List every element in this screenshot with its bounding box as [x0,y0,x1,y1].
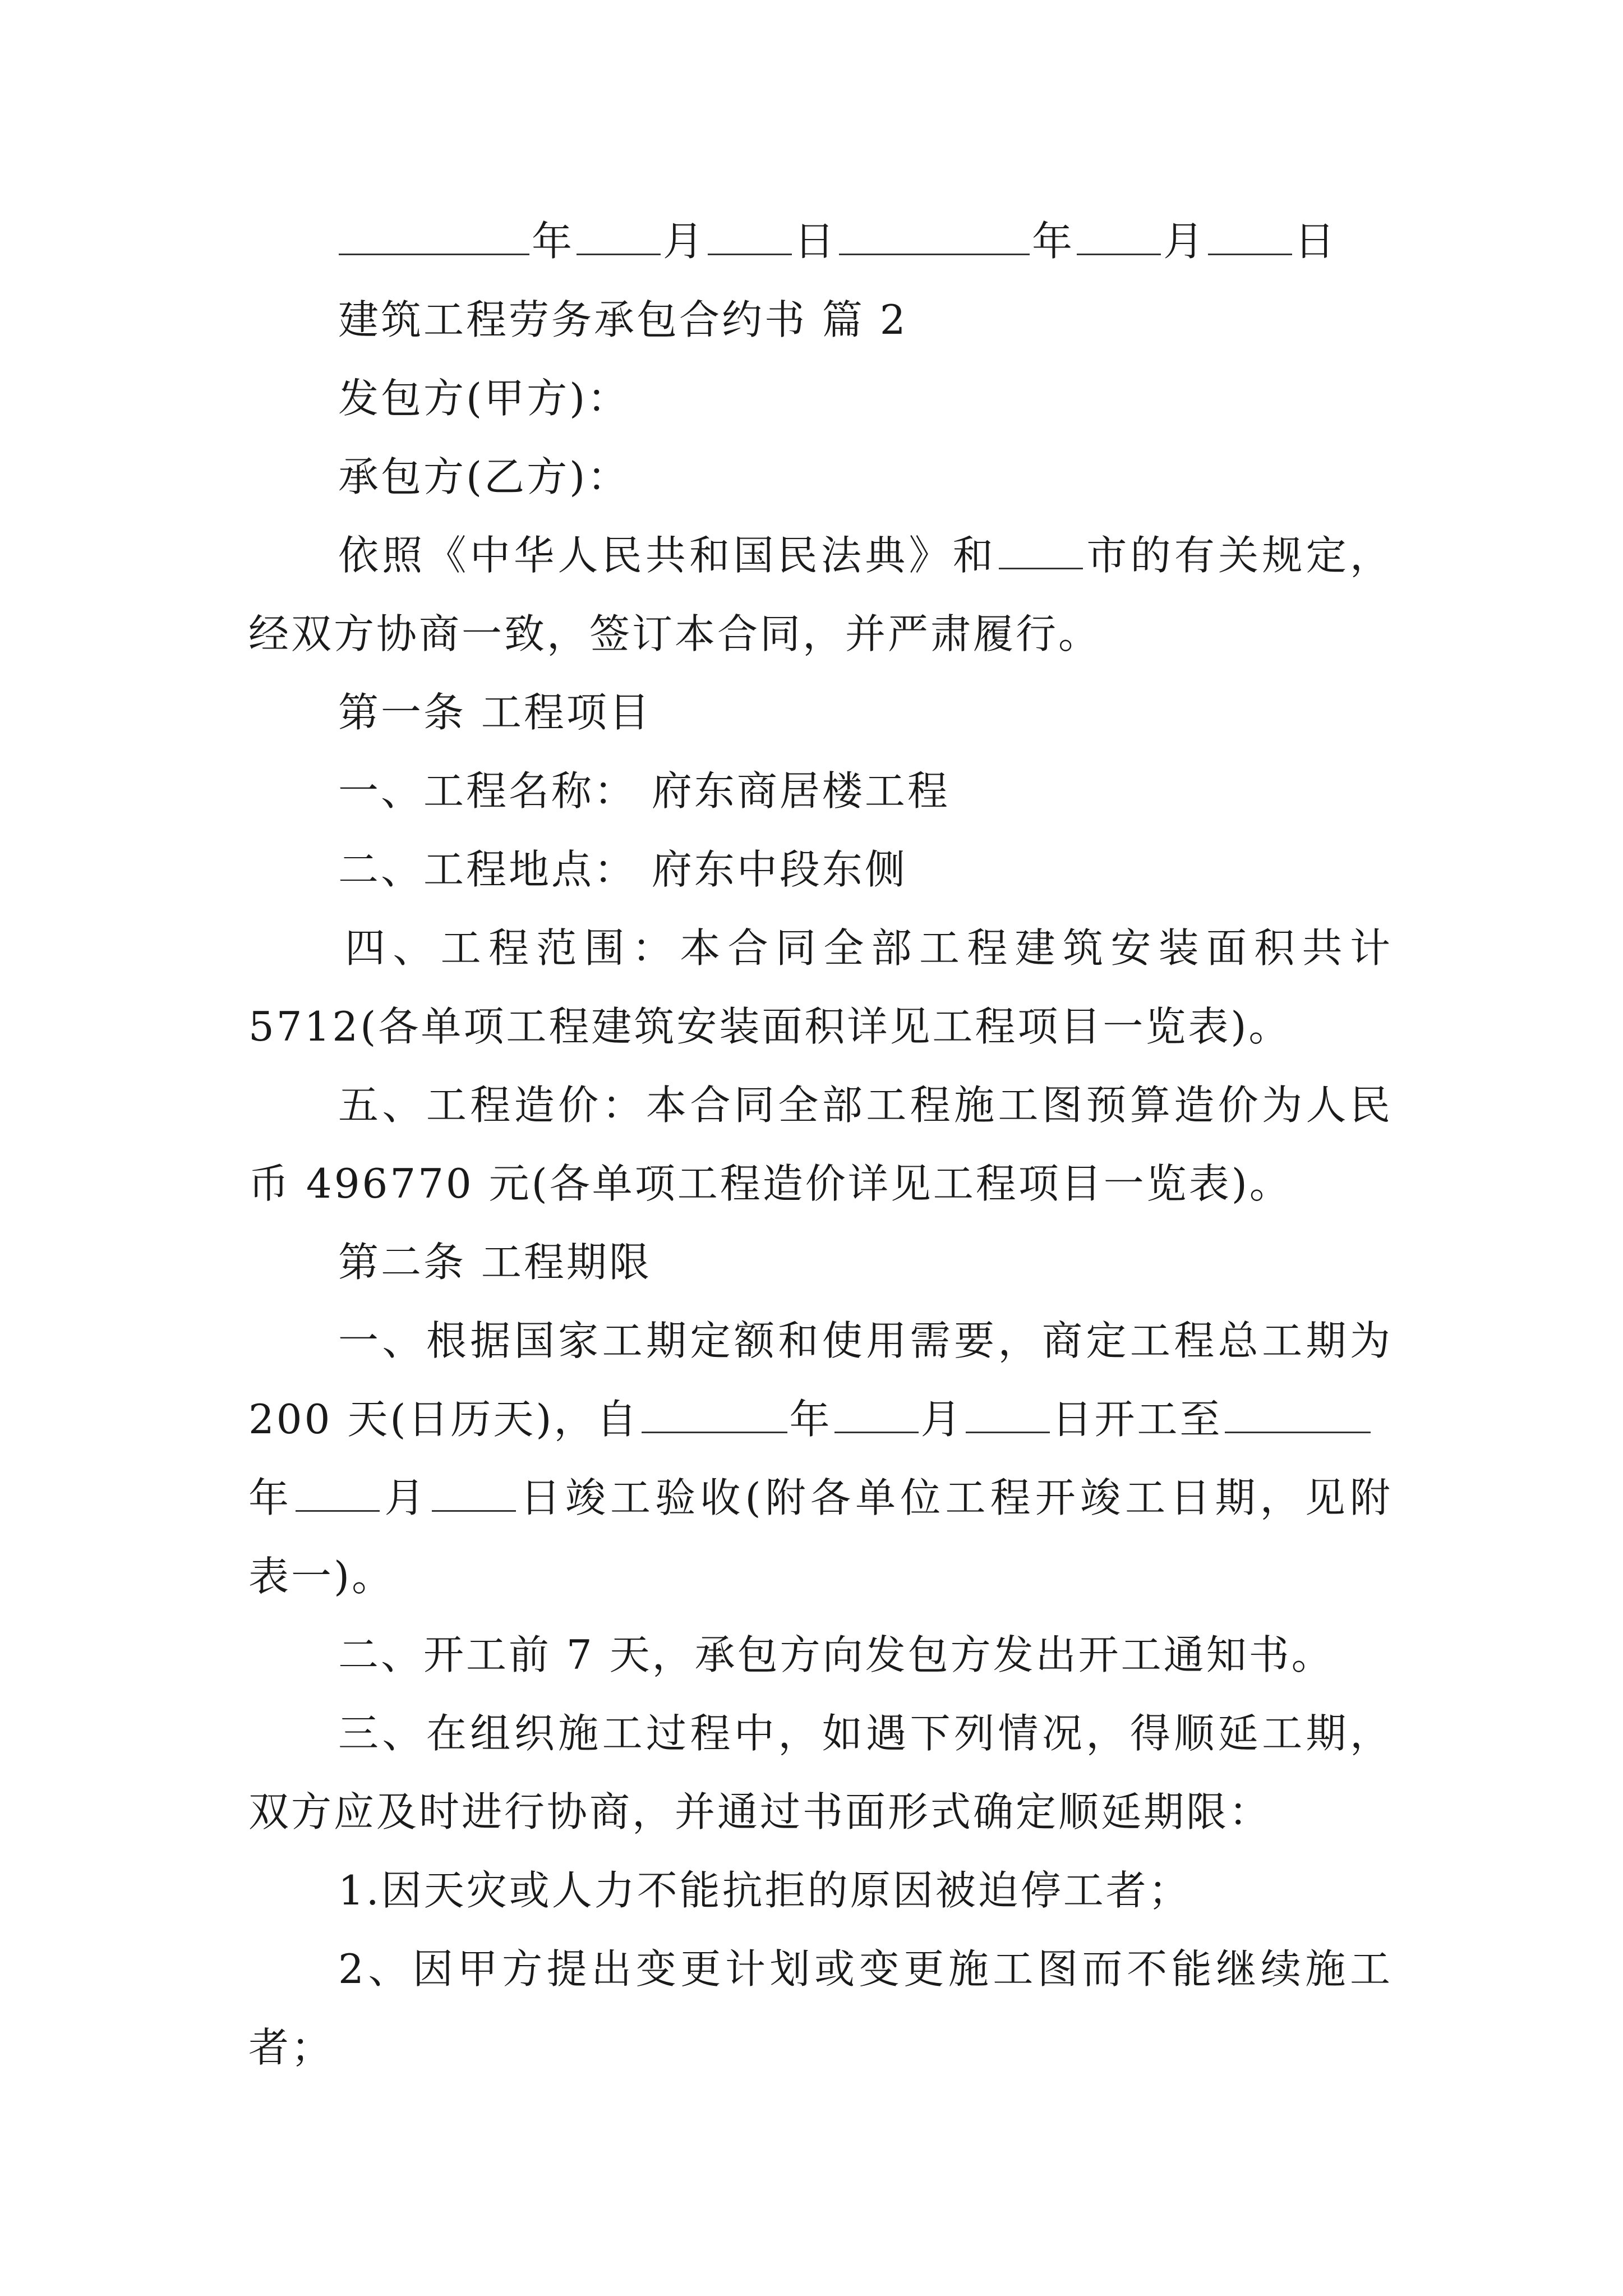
blank-field [834,1391,919,1433]
project-name: 一、工程名称： 府东商居楼工程 [338,767,950,815]
blank-field [296,1470,380,1512]
duration-line-3: 年 月 日竣工验收(附各单位工程开竣工日期，见附 [248,1470,1393,1526]
blank-field [1077,213,1161,255]
date-line: 年 月 日 年 月 日 [336,213,1391,269]
extension-line-2: 双方应及时进行协商，并通过书面形式确定顺延期限： [248,1788,1272,1835]
blank-field [966,1391,1050,1433]
blank-field [577,213,661,255]
intro-line-1: 依照《中华人民共和国民法典》和 市的有关规定， [338,527,1393,583]
project-location: 二、工程地点： 府东中段东侧 [338,846,907,893]
list-item-2-line-2: 者； [248,2024,334,2071]
notice-paragraph: 二、开工前 7 天，承包方向发包方发出开工通知书。 [338,1631,1334,1678]
blank-field [839,213,1030,255]
article-1-heading: 第一条 工程项目 [338,689,652,736]
duration-line-4: 表一)。 [248,1553,395,1600]
list-item-1: 1.因天灾或人力不能抗拒的原因被迫停工者； [338,1867,1191,1914]
list-item-2-line-1: 2、因甲方提出变更计划或变更施工图而不能继续施工 [338,1945,1393,1993]
project-scope-line-1: 四、工程范围：本合同全部工程建筑安装面积共计 [345,924,1393,972]
duration-line-1: 一、根据国家工期定额和使用需要，商定工程总工期为 [338,1317,1393,1364]
blank-field [708,213,792,255]
project-cost-line-2: 币 496770 元(各单项工程造价详见工程项目一览表)。 [248,1160,1292,1207]
intro-line-2: 经双方协商一致，签订本合同，并严肃履行。 [248,610,1101,657]
extension-line-1: 三、在组织施工过程中，如遇下列情况，得顺延工期， [338,1710,1393,1757]
document-title: 建筑工程劳务承包合约书 篇 2 [338,296,908,343]
article-2-heading: 第二条 工程期限 [338,1239,652,1286]
blank-field [1208,213,1292,255]
project-scope-line-2: 5712(各单项工程建筑安装面积详见工程项目一览表)。 [248,1003,1292,1050]
blank-field [1225,1391,1371,1433]
project-cost-line-1: 五、工程造价：本合同全部工程施工图预算造价为人民 [338,1082,1393,1129]
blank-field [642,1391,787,1433]
party-a-label: 发包方(甲方)： [338,375,630,422]
blank-field [999,527,1083,569]
blank-field [432,1470,516,1512]
blank-field [339,213,529,255]
duration-line-2: 200 天(日历天)，自 年 月 日开工至 [248,1391,1393,1447]
party-b-label: 承包方(乙方)： [338,453,630,500]
